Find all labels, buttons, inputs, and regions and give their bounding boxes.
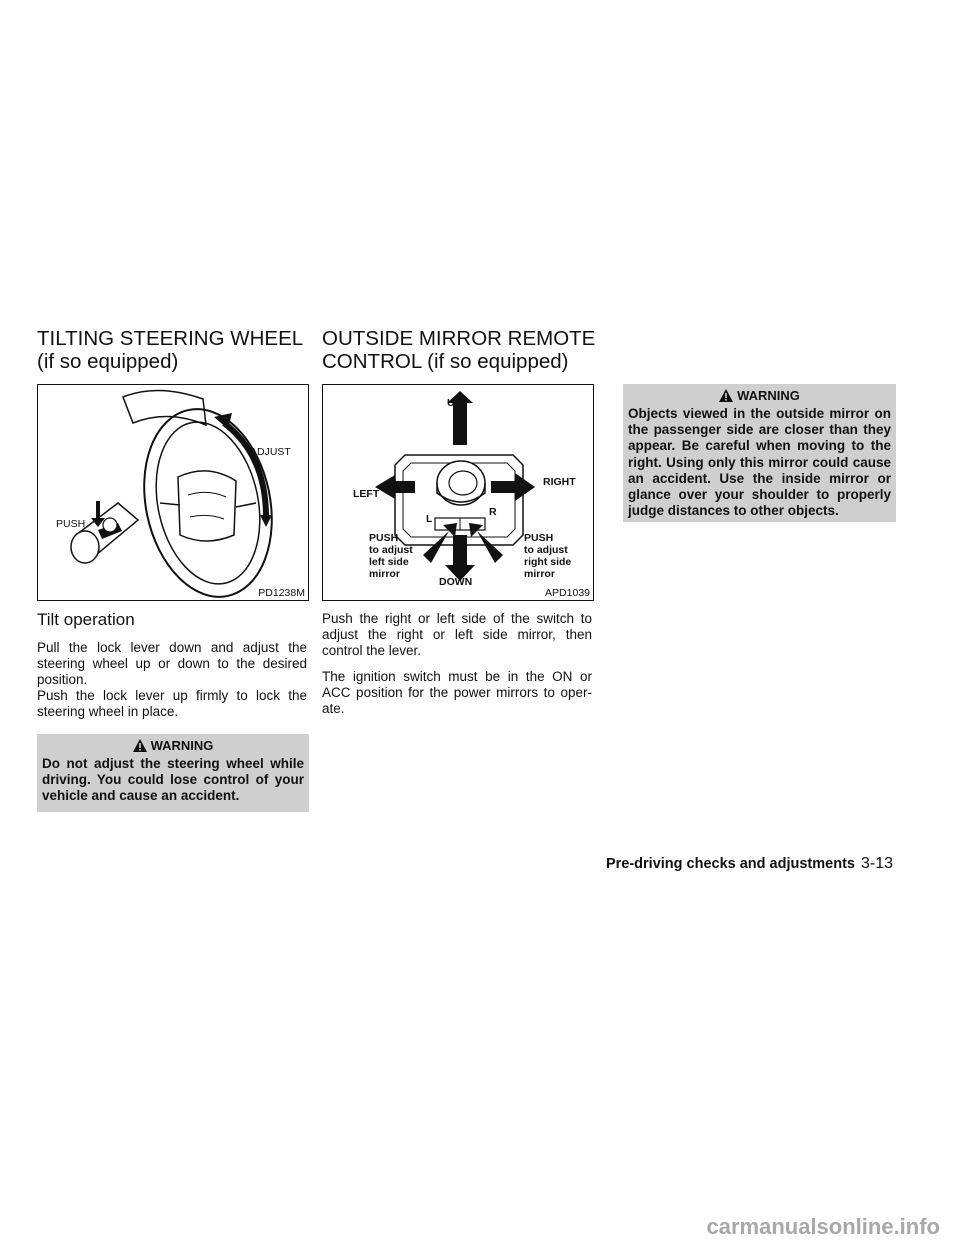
- r-label: R: [489, 506, 497, 518]
- up-label: UP: [447, 397, 462, 409]
- mirror-paragraph-2: The ignition switch must be in the ON or ACC position for the power mirrors to oper- ate.: [322, 669, 592, 717]
- tilt-paragraph-1: Pull the lock lever down and adjust the steering wheel up or down to the desired position.: [37, 640, 307, 688]
- tilt-operation-subheading: Tilt operation: [37, 610, 135, 629]
- left-label: LEFT: [353, 488, 380, 500]
- figure-code: APD1039: [545, 587, 590, 599]
- right-label: RIGHT: [543, 476, 576, 488]
- tilt-paragraph-2: Push the lock lever up firmly to lock the steering wheel in place.: [37, 688, 307, 720]
- warning-text: Objects viewed in the outside mirror on the passenger side are closer than they appear. Be careful when moving to the right. Using only this mirror could cause an accident. Use the inside mirror or glance over your shoulder to properly judge distances to other objects.: [628, 406, 891, 519]
- warning-title: WARNING: [150, 738, 214, 753]
- l-label: L: [426, 513, 433, 525]
- steering-wheel-figure: [37, 384, 309, 601]
- section-heading-outside-mirror: OUTSIDE MIRROR REMOTE CONTROL (if so equipped): [322, 327, 596, 373]
- warning-text: Do not adjust the steering wheel while driving. You could lose control of your vehicle and cause an accident.: [42, 756, 304, 804]
- warning-triangle-icon: [133, 739, 147, 752]
- mirror-switch-figure: [322, 384, 594, 601]
- warning-triangle-icon: [719, 389, 733, 402]
- figure-code: PD1238M: [258, 587, 305, 599]
- mirror-warning-box: [623, 384, 896, 522]
- push-left-label: PUSH to adjust left side mirror: [369, 532, 413, 580]
- page-footer: [606, 855, 893, 873]
- push-right-label: PUSH to adjust right side mirror: [524, 532, 572, 580]
- steering-wheel-illustration: [38, 385, 308, 600]
- watermark: carmanualsonline.info: [706, 1214, 940, 1239]
- warning-header: [37, 734, 309, 754]
- adjust-label: ADJUST: [250, 446, 291, 458]
- footer-section-title: Pre-driving checks and adjustments: [605, 856, 855, 872]
- steering-warning-box: [37, 734, 309, 812]
- page-number: 3-13: [860, 855, 893, 872]
- push-label: PUSH: [56, 518, 86, 530]
- down-label: DOWN: [439, 576, 473, 588]
- warning-title: WARNING: [737, 388, 800, 403]
- warning-header: [623, 384, 896, 404]
- mirror-paragraph-1: Push the right or left side of the switch to adjust the right or left side mirror, then control the lever.: [322, 611, 592, 659]
- section-heading-tilting-steering-wheel: TILTING STEERING WHEEL (if so equipped): [37, 327, 304, 373]
